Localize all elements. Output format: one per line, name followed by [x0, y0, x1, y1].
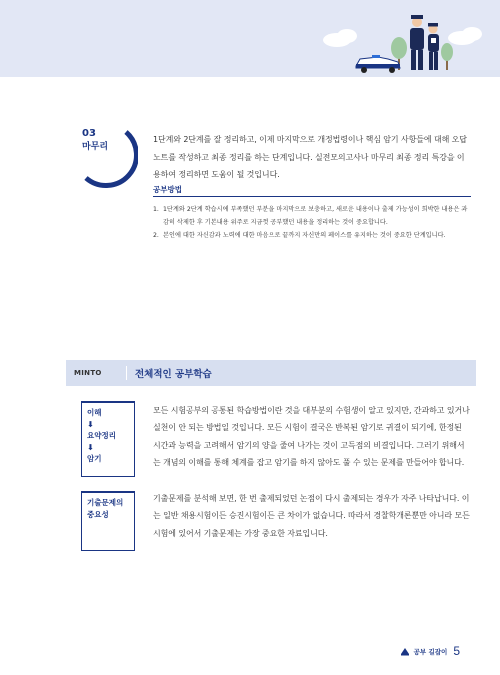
past-exam-box-line1: 기출문제의 [87, 498, 124, 507]
past-exam-box-line2: 중요성 [87, 510, 109, 519]
list-item-text: 본인에 대한 자신감과 노력에 대한 마음으로 끝까지 자신만의 페이스를 유지하는 것이 중요한 단계입니다. [163, 232, 446, 239]
cloud-icon [448, 27, 482, 45]
page-footer [400, 644, 460, 658]
page-number: 5 [453, 644, 460, 658]
step-arc-decoration [78, 120, 138, 190]
step-number: 03 [82, 128, 96, 139]
section-tag: MINTO [74, 369, 102, 377]
method-list [153, 203, 471, 242]
past-exam-paragraph: 기출문제를 분석해 보면, 한 번 출제되었던 논점이 다시 출제되는 경우가 자주 나타납니다. 이는 일반 채용시험이든 승진시험이든 큰 차이가 없습니다. 따라서 경찰학개론뿐만 아니라 모든 시험에 있어서 기출문제는 가장 중요한 자료입니다. [153, 494, 470, 538]
flow-step-understand: 이해 [87, 408, 102, 417]
section-title: 전체적인 공부학습 [135, 369, 212, 380]
flow-step-memorize: 암기 [87, 454, 102, 463]
study-flow-box [81, 401, 135, 477]
step-description: 1단계와 2단계를 잘 정리하고, 이제 마지막으로 개정법령이나 핵심 암기 사항들에 대해 오답노트를 작성하고 최종 정리를 하는 단계입니다. 실전모의고사나 마무리 최종 정리 특강을 이용하여 정리하면 도움이 될 것입니다. [153, 135, 467, 179]
cloud-icon [323, 29, 357, 47]
flow-step-summarize: 요약정리 [87, 431, 116, 440]
footer-bullet-icon [400, 646, 410, 656]
police-officer-icon [428, 23, 439, 70]
study-method-paragraph: 모든 시험공부의 공통된 학습방법이란 것을 대부분의 수험생이 알고 있지만, 간과하고 있거나 실천이 안 되는 방법일 것입니다. 모든 시험이 결국은 반복된 암기로 귀결이 되기에, 한정된 시간과 능력을 고려해서 암기의 양을 줄여 나가는 것이 고득점의 비결입니다. 그러기 위해서는 개념의 이해를 통해 체계를 잡고 암기를 하지 않아도 풀 수 있는 문제를 만들어야 합니다. [153, 406, 470, 467]
arrow-down-icon: ⬇ [87, 420, 94, 429]
method-divider [153, 196, 471, 197]
list-item [153, 203, 471, 229]
method-heading: 공부방법 [153, 185, 182, 194]
section-header [66, 360, 476, 386]
step-title: 마무리 [82, 142, 109, 152]
tree-icon [441, 43, 453, 70]
header-banner [0, 0, 500, 77]
police-officer-icon [410, 15, 424, 70]
list-item-number: 1. [153, 206, 159, 213]
list-item [153, 229, 471, 242]
list-item-number: 2. [153, 232, 159, 239]
list-item-text: 1단계와 2단계 학습시에 부족했던 부분을 마지막으로 보충하고, 새로운 내용이나 출제 가능성이 희박한 내용은 과감히 삭제한 후 기본내용 위주로 지금껏 공부했던 내용을 정리하는 것이 중요합니다. [163, 206, 468, 226]
arrow-down-icon: ⬇ [87, 443, 94, 452]
police-illustration [0, 0, 500, 77]
past-exam-box [81, 491, 135, 551]
section-divider [126, 366, 127, 380]
footer-label: 공부 길잡이 [413, 647, 448, 656]
